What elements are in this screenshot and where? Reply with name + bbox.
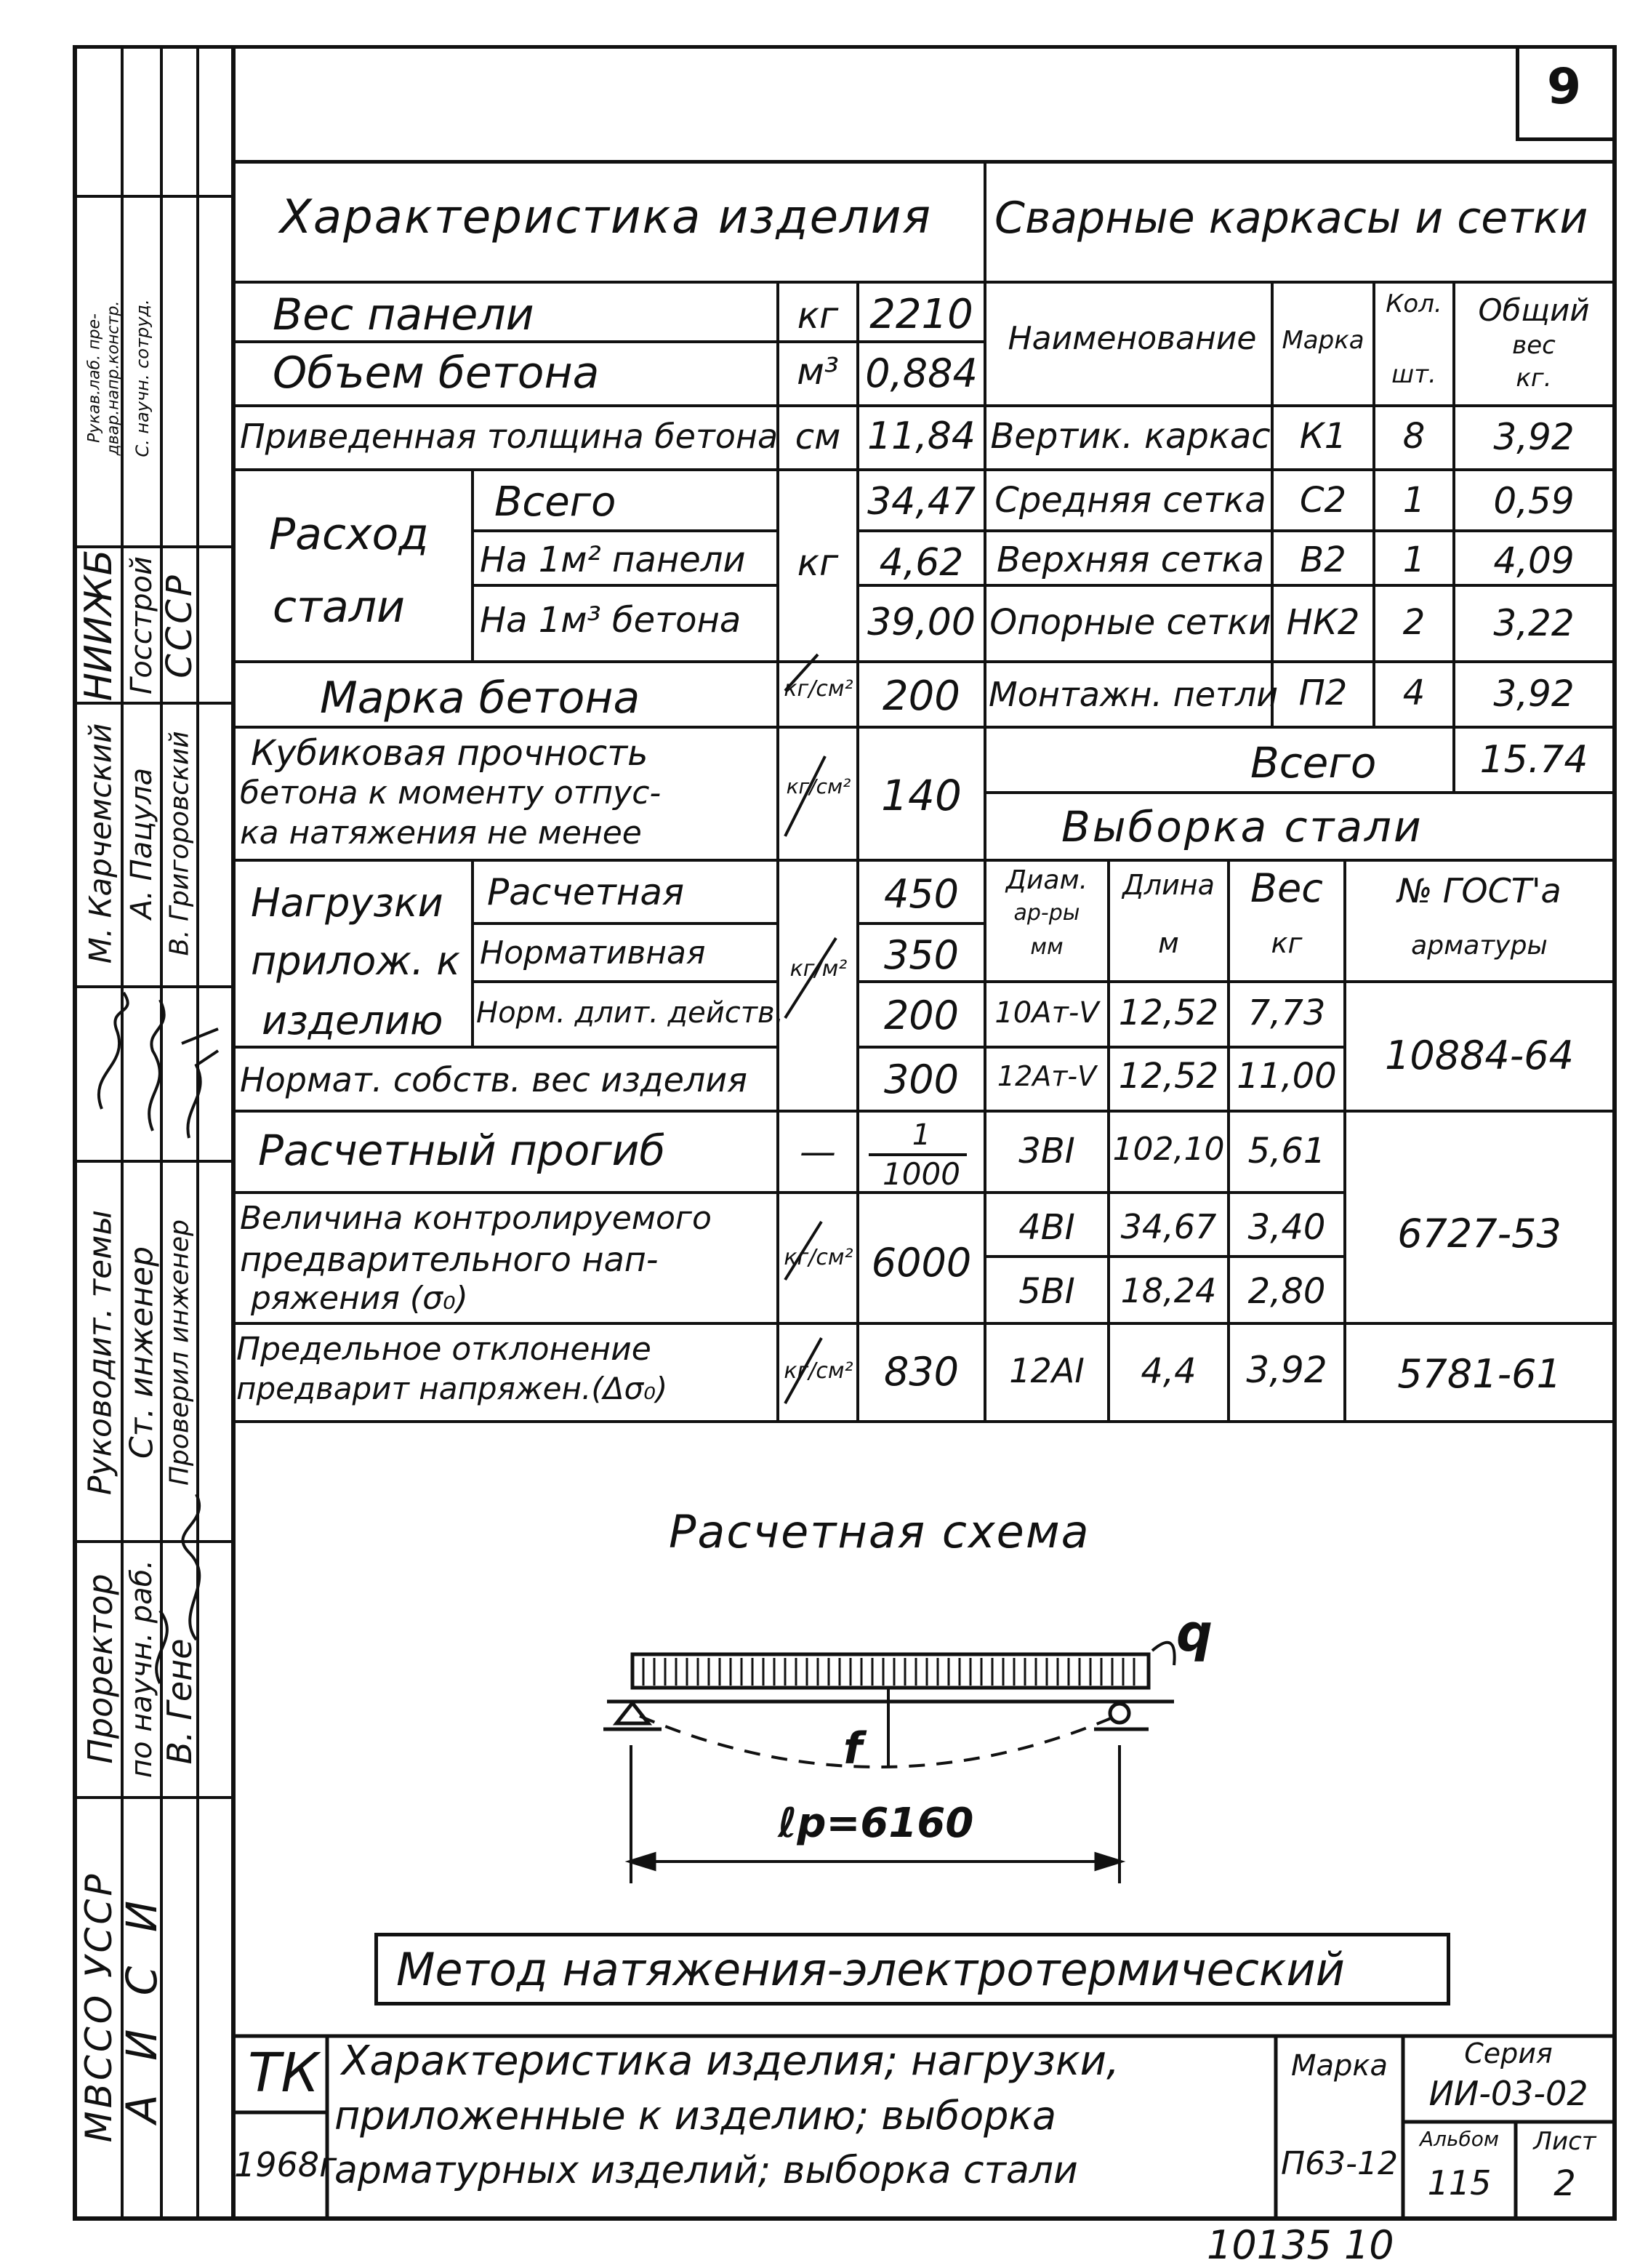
title-tk: ТК <box>248 2042 319 2104</box>
name-gene: В. Гене <box>160 1638 199 1765</box>
thickness-unit: см <box>795 417 841 457</box>
org-aisi: А И С И <box>117 1890 166 2124</box>
header-weight-2: вес <box>1512 331 1556 360</box>
steel-per-panel-value: 4,62 <box>879 541 964 585</box>
org-top-1: Рукав.лаб. пре- <box>85 313 104 443</box>
loads-calc-value: 450 <box>883 871 960 917</box>
steel-row-diam: 4ВI <box>1018 1207 1075 1248</box>
title-sheet-label: Лист <box>1533 2127 1596 2156</box>
steel-row-weight: 2,80 <box>1247 1271 1326 1312</box>
welded-row-mark: НК2 <box>1286 602 1360 643</box>
grade-value: 200 <box>883 673 960 720</box>
org-gosstroy-2: СССР <box>159 572 200 678</box>
prestress-label-2: предварительного нап- <box>240 1240 659 1279</box>
welded-row-mark: К1 <box>1299 416 1347 457</box>
title-desc-3: арматурных изделий; выборка стали <box>334 2149 1078 2192</box>
deflection-label-f: f <box>843 1723 863 1774</box>
header-name: Наименование <box>1008 320 1257 357</box>
steel-row-diam: 10Ат-V <box>994 996 1099 1030</box>
steel-header-len-1: Длина <box>1122 869 1215 901</box>
method-text: Метод натяжения-электротермический <box>396 1943 1345 1996</box>
prorektor-2: по научн. раб. <box>125 1559 158 1779</box>
loads-norm-label: Нормативная <box>480 934 706 971</box>
prestress-value: 6000 <box>871 1240 972 1286</box>
thickness-label: Приведенная толщина бетона <box>240 417 779 456</box>
gost-5781: 5781-61 <box>1397 1351 1561 1397</box>
steel-label-2: стали <box>273 582 406 633</box>
section-title-characteristics: Характеристика изделия <box>280 191 932 244</box>
steel-header-weight-1: Вес <box>1250 865 1323 911</box>
loads-calc-label: Расчетная <box>487 871 685 913</box>
steel-row-weight: 3,92 <box>1246 1349 1327 1391</box>
welded-row-mark: С2 <box>1299 480 1347 521</box>
header-qty-1: Кол. <box>1386 289 1442 318</box>
title-series: ИИ-03-02 <box>1428 2074 1588 2113</box>
steel-row-diam: 3ВI <box>1018 1131 1075 1171</box>
title-album-label: Альбом <box>1419 2127 1500 2151</box>
prestress-label-1: Величина контролируемого <box>240 1200 712 1237</box>
deviation-label-2: предварит напряжен.(Δσ₀) <box>236 1371 668 1406</box>
scheme-title: Расчетная схема <box>669 1505 1090 1558</box>
welded-row-weight: 0,59 <box>1493 480 1575 522</box>
welded-row-name: Монтажн. петли <box>989 675 1279 714</box>
name-1: М. Карчемский <box>82 723 118 964</box>
steel-row-len: 34,67 <box>1120 1207 1217 1246</box>
name-2: А. Пацула <box>125 767 158 920</box>
welded-row-mark: П2 <box>1298 673 1348 713</box>
header-weight-1: Общий <box>1478 292 1590 328</box>
thickness-value: 11,84 <box>867 414 976 458</box>
title-mark-label: Марка <box>1290 2049 1388 2083</box>
welded-row-qty: 2 <box>1402 602 1426 643</box>
steel-header-weight-2: кг <box>1271 927 1303 959</box>
loads-unit: кг/м² <box>789 956 848 982</box>
welded-row-name: Вертик. каркас <box>990 416 1271 457</box>
header-weight-3: кг. <box>1516 364 1552 393</box>
name-3: В. Григоровский <box>164 731 195 956</box>
org-gosstroy-1: Госстрой <box>125 556 158 694</box>
org-mvsso: МВССО УССР <box>78 1871 120 2143</box>
steel-header-diam-1: Диам. <box>1005 865 1088 895</box>
prorektor-1: Проректор <box>81 1574 120 1764</box>
steel-total-value: 34,47 <box>867 480 976 524</box>
deflection-numerator: 1 <box>912 1118 931 1152</box>
footer-note: 10135 10 <box>1207 2222 1394 2268</box>
steel-row-len: 4,4 <box>1141 1351 1197 1392</box>
deflection-label: Расчетный прогиб <box>258 1126 666 1175</box>
role-2: Ст. инженер <box>123 1246 161 1459</box>
title-mark: П63-12 <box>1281 2145 1398 2182</box>
title-year: 1968г <box>234 2145 337 2184</box>
title-sheet: 2 <box>1553 2163 1576 2204</box>
deviation-label-1: Предельное отклонение <box>236 1331 651 1368</box>
header-qty-2: шт. <box>1391 360 1436 389</box>
sheet-number: 9 <box>1546 58 1582 116</box>
deviation-unit: кг/см² <box>784 1358 853 1384</box>
welded-row-name: Средняя сетка <box>994 480 1266 521</box>
cube-value: 140 <box>881 771 962 820</box>
weight-unit: кг <box>797 294 839 337</box>
steel-total-label: Всего <box>494 478 616 526</box>
steel-row-len: 102,10 <box>1112 1131 1225 1168</box>
gost-6727: 6727-53 <box>1397 1211 1561 1257</box>
welded-row-qty: 8 <box>1402 416 1426 457</box>
load-label-q: q <box>1176 1603 1213 1663</box>
deviation-value: 830 <box>883 1349 960 1395</box>
steel-row-weight: 3,40 <box>1247 1207 1326 1248</box>
steel-unit: кг <box>797 542 839 584</box>
section-title-welded: Сварные каркасы и сетки <box>994 193 1588 244</box>
steel-header-diam-2: ар-ры <box>1013 900 1080 926</box>
steel-header-diam-3: мм <box>1030 934 1064 960</box>
loads-long-value: 200 <box>883 993 960 1038</box>
grade-label: Марка бетона <box>320 673 640 724</box>
steel-label-1: Расход <box>269 509 429 560</box>
welded-row-weight: 4,09 <box>1493 540 1575 582</box>
gost-10884: 10884-64 <box>1385 1033 1574 1078</box>
title-album: 115 <box>1427 2163 1492 2203</box>
steel-row-len: 12,52 <box>1118 993 1219 1033</box>
org-niizhb: НИИЖБ <box>77 549 121 702</box>
loads-label-3: изделию <box>262 998 443 1043</box>
welded-row-weight: 3,92 <box>1493 416 1575 458</box>
weight-label: Вес панели <box>273 289 534 340</box>
steel-header-gost-2: арматуры <box>1411 931 1548 961</box>
steel-row-diam: 5ВI <box>1018 1271 1075 1312</box>
own-weight-value: 300 <box>883 1057 960 1102</box>
org-top-3: С. научн. сотруд. <box>132 299 153 457</box>
title-desc-2: приложенные к изделию; выборка <box>334 2093 1057 2139</box>
cube-label-1: Кубиковая прочность <box>251 733 648 774</box>
org-top-2: двар.напр.констр. <box>104 300 123 456</box>
role-3: Проверил инженер <box>164 1219 195 1486</box>
loads-long-label: Норм. длит. действ. <box>476 996 784 1030</box>
steel-row-diam: 12АI <box>1009 1351 1085 1390</box>
header-mark: Марка <box>1282 326 1364 355</box>
welded-row-name: Верхняя сетка <box>996 540 1264 580</box>
steel-header-gost-1: № ГОСТ'а <box>1397 871 1561 910</box>
steel-row-len: 12,52 <box>1118 1056 1219 1097</box>
deflection-unit: — <box>800 1131 836 1173</box>
steel-per-panel-label: На 1м² панели <box>480 540 746 580</box>
steel-row-weight: 11,00 <box>1237 1056 1337 1097</box>
cube-label-2: бетона к моменту отпус- <box>240 774 662 812</box>
signatures <box>73 985 233 1800</box>
steel-row-diam: 12Ат-V <box>997 1060 1097 1092</box>
loads-label-2: прилож. к <box>251 938 460 984</box>
deflection-denominator: 1000 <box>883 1156 960 1192</box>
welded-total-value: 15.74 <box>1479 738 1588 782</box>
steel-per-concrete-label: На 1м³ бетона <box>480 600 741 641</box>
welded-row-mark: В2 <box>1300 540 1346 580</box>
grade-unit: кг/см² <box>784 676 853 702</box>
welded-row-weight: 3,92 <box>1493 673 1575 715</box>
loads-label-1: Нагрузки <box>251 880 443 926</box>
volume-label: Объем бетона <box>273 348 600 398</box>
welded-row-weight: 3,22 <box>1493 602 1575 644</box>
welded-row-qty: 1 <box>1402 540 1426 580</box>
welded-total-label: Всего <box>1250 738 1377 788</box>
welded-row-name: Опорные сетки <box>989 602 1271 643</box>
prestress-label-3: ряжения (σ₀) <box>251 1280 468 1317</box>
span-label: ℓр=6160 <box>778 1800 974 1847</box>
cube-unit: кг/см² <box>786 774 851 798</box>
volume-unit: м³ <box>797 350 839 393</box>
title-series-label: Серия <box>1464 2037 1553 2069</box>
steel-selection-title: Выборка стали <box>1061 802 1423 851</box>
role-1: Руководит. темы <box>81 1209 119 1496</box>
steel-header-len-2: м <box>1158 927 1179 959</box>
loads-norm-value: 350 <box>883 932 960 978</box>
steel-row-len: 18,24 <box>1120 1271 1217 1310</box>
steel-row-weight: 5,61 <box>1247 1131 1326 1171</box>
title-desc-1: Характеристика изделия; нагрузки, <box>342 2037 1120 2085</box>
cube-label-3: ка натяжения не менее <box>240 814 642 851</box>
volume-value: 0,884 <box>865 350 978 396</box>
welded-row-qty: 4 <box>1402 673 1426 713</box>
welded-row-qty: 1 <box>1402 480 1426 521</box>
own-weight-label: Нормат. собств. вес изделия <box>240 1060 747 1099</box>
steel-per-concrete-value: 39,00 <box>867 601 976 644</box>
prestress-unit: кг/см² <box>784 1245 853 1270</box>
weight-value: 2210 <box>869 291 973 338</box>
steel-row-weight: 7,73 <box>1247 993 1326 1033</box>
